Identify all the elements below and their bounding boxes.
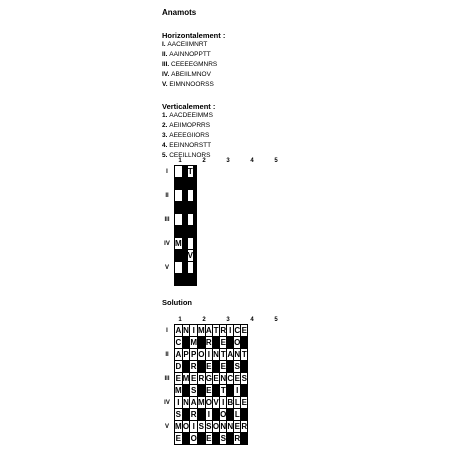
letter-cell: P [183, 350, 189, 359]
black-cell [196, 190, 197, 202]
letter-cell: E [241, 398, 247, 407]
black-cell [227, 361, 234, 373]
letter-cell: N [227, 422, 234, 431]
letter-cell: N [183, 398, 189, 407]
letter-cell: M [198, 326, 205, 335]
letter-cell: O [182, 422, 190, 431]
black-cell [198, 337, 206, 349]
black-cell [212, 361, 219, 373]
letter-cell: N [213, 350, 219, 359]
vertical-clue [162, 131, 312, 141]
black-cell [241, 433, 248, 445]
vertical-clues [162, 102, 312, 161]
letter-cell: M [190, 338, 198, 347]
letter-cell: A [227, 350, 234, 359]
letter-cell: S [234, 362, 240, 371]
letter-cell: E [220, 338, 226, 347]
black-cell [241, 337, 248, 349]
solution-row-numeral: III [164, 376, 170, 382]
horizontal-clue [162, 80, 312, 90]
letter-cell: V [213, 398, 219, 407]
solution-column-number: 3 [226, 317, 230, 323]
black-cell [196, 166, 197, 178]
letter-cell: A [190, 398, 197, 407]
letter-cell: R [205, 338, 212, 347]
letter-cell: I [175, 397, 183, 409]
black-cell [241, 361, 248, 373]
letter-cell: E [234, 374, 240, 383]
vertical-clue-number: 4. [162, 142, 170, 149]
letter-cell: M [198, 398, 205, 407]
letter-cell: O [234, 338, 241, 347]
letter-cell: S [206, 422, 212, 431]
letter-cell: M [175, 422, 182, 431]
letter-cell: R [190, 410, 197, 419]
vertical-clue-letters: AEIIMOPRRS [169, 122, 211, 129]
horizontal-heading: Horizontalement : [162, 31, 226, 40]
letter-cell: C [234, 326, 241, 335]
horizontal-clue-number: II. [162, 51, 170, 58]
letter-cell: S [191, 386, 197, 395]
puzzle-row-numeral: III [164, 217, 170, 223]
solution-row-numeral: V [164, 424, 169, 430]
letter-cell: R [190, 362, 197, 371]
vertical-clue-letters: AACDEEIMMS [169, 112, 213, 119]
letter-cell: N [220, 422, 227, 431]
black-cell [198, 385, 206, 397]
letter-cell: R [198, 374, 205, 383]
letter-cell[interactable] [196, 250, 197, 262]
letter-cell: O [190, 434, 197, 443]
letter-cell: R [234, 434, 241, 443]
black-cell [196, 238, 197, 250]
letter-cell[interactable] [175, 262, 183, 274]
letter-cell: S [198, 422, 205, 431]
letter-cell: T [220, 386, 226, 395]
vertical-heading: Verticalement : [162, 102, 216, 111]
black-cell [196, 214, 197, 226]
letter-cell: T [220, 350, 226, 359]
letter-cell[interactable]: T [187, 167, 193, 176]
letter-cell: A [175, 350, 182, 359]
solution-table [174, 324, 248, 445]
vertical-clue-number: 3. [162, 132, 170, 139]
letter-cell[interactable]: V [187, 251, 194, 260]
letter-cell: N [183, 326, 189, 335]
letter-cell: S [220, 434, 226, 443]
letter-cell: P [191, 350, 197, 359]
puzzle-column-number: 2 [202, 158, 206, 164]
puzzle-row-numeral: I [166, 169, 168, 175]
letter-cell[interactable] [196, 226, 197, 238]
black-cell [175, 250, 183, 262]
horizontal-clue [162, 40, 312, 50]
puzzle-column-number: 4 [250, 158, 254, 164]
horizontal-clue-letters: AAINNOPPTT [169, 51, 211, 58]
black-cell [175, 226, 183, 238]
vertical-clue [162, 111, 312, 121]
letter-cell: E [175, 374, 181, 383]
solution-column-numbers [174, 316, 306, 324]
vertical-clue [162, 141, 312, 151]
horizontal-clue [162, 70, 312, 80]
solution-column-number: 4 [250, 317, 254, 323]
letter-cell: O [205, 398, 212, 407]
black-cell [212, 433, 219, 445]
solution-row-numeral: I [166, 328, 168, 334]
horizontal-clue [162, 50, 312, 60]
black-cell [227, 337, 234, 349]
letter-cell: E [234, 422, 240, 431]
horizontal-clue-letters: AACEIIMNRT [167, 41, 208, 48]
letter-cell: T [213, 326, 219, 335]
horizontal-clue-letters: EIMNNOORSS [169, 81, 214, 88]
black-cell [212, 337, 219, 349]
letter-cell: I [220, 397, 227, 409]
vertical-clue-number: 2. [162, 122, 170, 129]
black-cell [212, 409, 219, 421]
letter-cell: D [175, 362, 182, 371]
letter-cell[interactable]: M [175, 239, 182, 248]
letter-cell: E [206, 386, 212, 395]
black-cell [182, 361, 190, 373]
horizontal-clue-letters: CEEEEGMNRS [171, 61, 218, 68]
letter-cell: R [220, 326, 227, 335]
black-cell [212, 385, 219, 397]
solution-row-numeral: IV [164, 400, 170, 406]
black-cell [182, 385, 190, 397]
letter-cell: I [227, 325, 234, 337]
black-cell [182, 409, 190, 421]
letter-cell: N [220, 374, 227, 383]
letter-cell: I [205, 349, 212, 361]
black-cell [198, 409, 206, 421]
vertical-clue-letters: CEEILLNORS [169, 152, 211, 159]
letter-cell: E [191, 374, 197, 383]
puzzle-column-number: 5 [274, 158, 278, 164]
puzzle-title: Anamots [162, 8, 197, 17]
letter-cell[interactable] [175, 190, 183, 202]
black-cell [241, 385, 248, 397]
puzzle-column-number: 1 [178, 158, 182, 164]
horizontal-clue-number: III. [162, 61, 172, 68]
letter-cell: L [234, 410, 240, 419]
letter-cell: E [206, 434, 212, 443]
letter-cell: O [212, 422, 220, 431]
letter-cell: E [213, 374, 219, 383]
letter-cell: E [175, 434, 181, 443]
letter-cell: O [220, 410, 227, 419]
black-cell [175, 178, 183, 190]
horizontal-clue-number: V. [162, 81, 170, 88]
black-cell [227, 433, 234, 445]
solution-column-number: 2 [202, 317, 206, 323]
letter-cell: I [234, 385, 241, 397]
letter-cell: I [205, 409, 212, 421]
solution-column-number: 5 [274, 317, 278, 323]
horizontal-clues [162, 31, 312, 90]
letter-cell: O [198, 350, 205, 359]
black-cell [175, 202, 183, 214]
letter-cell: B [227, 398, 234, 407]
black-cell [198, 433, 206, 445]
puzzle-column-numbers [174, 157, 306, 165]
letter-cell: A [175, 326, 182, 335]
black-cell [175, 274, 183, 286]
puzzle-column-number: 3 [226, 158, 230, 164]
solution-column-number: 1 [178, 317, 182, 323]
vertical-clue-letters: EEINNORSTT [169, 142, 212, 149]
solution-row-numeral: II [165, 352, 169, 358]
letter-cell[interactable] [196, 178, 197, 190]
letter-cell[interactable] [175, 166, 183, 178]
letter-cell: T [241, 350, 247, 359]
letter-cell: C [175, 338, 182, 347]
black-cell [227, 409, 234, 421]
letter-cell[interactable] [196, 274, 197, 286]
vertical-clue [162, 121, 312, 131]
horizontal-clue-number: IV. [162, 71, 172, 78]
letter-cell: I [190, 325, 198, 337]
letter-cell: R [241, 422, 248, 431]
black-cell [182, 433, 190, 445]
letter-cell: C [227, 374, 234, 383]
letter-cell: A [205, 326, 212, 335]
letter-cell: S [175, 410, 181, 419]
letter-cell: E [206, 362, 212, 371]
letter-cell: M [175, 386, 182, 395]
vertical-clue-number: 1. [162, 112, 170, 119]
puzzle-sheet [162, 8, 312, 161]
letter-cell: E [220, 362, 226, 371]
letter-cell[interactable] [196, 202, 197, 214]
puzzle-row-numeral: V [164, 265, 169, 271]
letter-cell: I [190, 421, 198, 433]
letter-cell: E [241, 326, 247, 335]
black-cell [196, 262, 197, 274]
black-cell [198, 361, 206, 373]
vertical-clue-letters: AEEEGIIORS [169, 132, 210, 139]
letter-cell: S [241, 374, 247, 383]
solution-title: Solution [162, 298, 192, 307]
vertical-clue-number: 5. [162, 152, 170, 159]
puzzle-table [174, 165, 197, 286]
horizontal-clue [162, 60, 312, 70]
letter-cell: G [205, 374, 212, 383]
black-cell [241, 409, 248, 421]
letter-cell: M [182, 374, 190, 383]
black-cell [182, 337, 190, 349]
horizontal-clue-number: I. [162, 41, 168, 48]
letter-cell[interactable] [175, 214, 183, 226]
puzzle-row-numeral: IV [164, 241, 170, 247]
puzzle-row-numeral: II [165, 193, 169, 199]
horizontal-clue-letters: ABEIILMNOV [171, 71, 211, 78]
black-cell [227, 385, 234, 397]
letter-cell: L [234, 398, 240, 407]
letter-cell: N [234, 350, 241, 359]
